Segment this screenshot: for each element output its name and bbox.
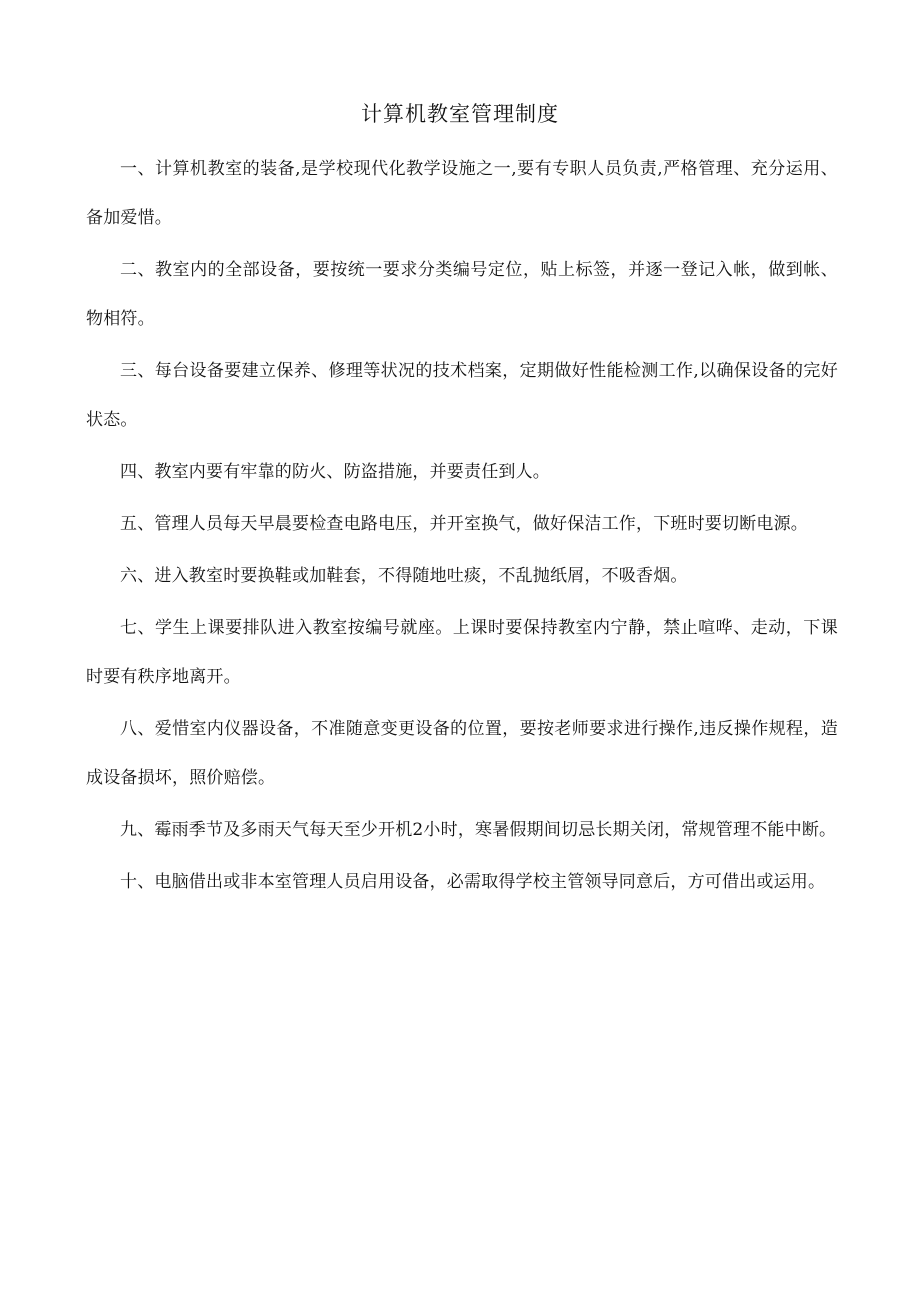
rule-paragraph-3: 三、每台设备要建立保养、修理等状况的技术档案，定期做好性能检测工作,以确保设备的完好状态。 [86, 361, 838, 430]
rule-paragraph-4: 四、教室内要有牢靠的防火、防盗措施，并要责任到人。 [120, 462, 550, 482]
rule-paragraph-5: 五、管理人员每天早晨要检查电路电压，并开室换气，做好保洁工作，下班时要切断电源。 [120, 514, 808, 534]
rule-paragraph-8: 八、爱惜室内仪器设备，不准随意变更设备的位置，要按老师要求进行操作,违反操作规程，造成设备损坏，照价赔偿。 [86, 719, 838, 788]
rule-paragraph-2: 二、教室内的全部设备，要按统一要求分类编号定位，贴上标签，并逐一登记入帐，做到帐、物相符。 [86, 260, 838, 329]
rule-paragraph-6: 六、进入教室时要换鞋或加鞋套，不得随地吐痰，不乱抛纸屑，不吸香烟。 [120, 566, 688, 586]
rule-paragraph-7: 七、学生上课要排队进入教室按编号就座。上课时要保持教室内宁静，禁止喧哗、走动，下课时要有秩序地离开。 [86, 618, 838, 687]
rules-list [86, 145, 838, 910]
page-title: 计算机教室管理制度 [361, 102, 559, 126]
rule-paragraph-10: 十、电脑借出或非本室管理人员启用设备，必需取得学校主管领导同意后，方可借出或运用。 [120, 872, 826, 892]
rule-paragraph-9: 九、霉雨季节及多雨天气每天至少开机2小时，寒暑假期间切忌长期关闭，常规管理不能中断。 [120, 820, 837, 840]
rule-paragraph-1: 一、计算机教室的装备,是学校现代化教学设施之一,要有专职人员负责,严格管理、充分运用、备加爱惜。 [86, 159, 838, 228]
